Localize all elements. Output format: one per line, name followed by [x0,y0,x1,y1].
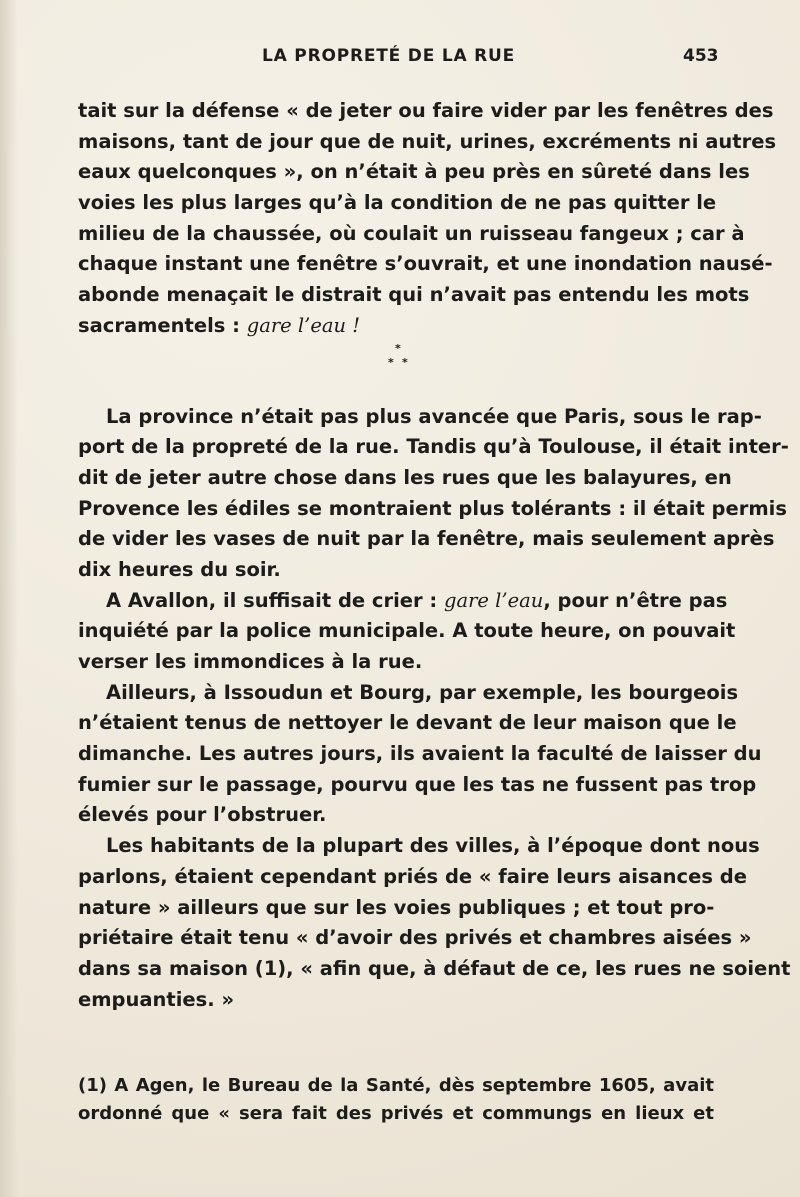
text-line: Les habitants de la plupart des villes, à l’époque dont nous [106,834,760,858]
text-line: verser les immondices à la rue. [78,650,423,673]
text-line: fumier sur le passage, pourvu que les tas ne fussent pas trop [78,772,757,796]
text-line: eaux quelconques », on n’était à peu près en sûreté dans les [78,160,750,184]
text-line: milieu de la chaussée, où coulait un ruisseau fangeux ; car à [78,221,745,245]
text-line: élevés pour l’obstruer. [78,803,327,827]
text-line: Ailleurs, à Issoudun et Bourg, par exemple, les bourgeois [106,680,739,704]
text-line: tait sur la défense « de jeter ou faire vider par les fenêtres des [78,99,774,122]
text-line: dimanche. Les autres jours, ils avaient la faculté de laisser du [78,742,762,766]
footnote-line: (1) A Agen, le Bureau de la Santé, dès septembre 1605, avait [78,1075,714,1096]
text-line: Provence les édiles se montraient plus tolérants : il était permis [78,496,787,520]
text-line: dix heures du soir. [78,557,281,581]
main-text [78,96,791,1015]
text-line: maisons, tant de jour que de nuit, urines, excréments ni autres [78,129,777,153]
text-fragment: A Avallon, il suffisait de crier : [106,588,444,612]
text-line: La province n’était pas plus avancée que Paris, sous le rap- [106,404,762,428]
text-line: de vider les vases de nuit par la fenêtre, mais seulement après [78,527,775,551]
text-line: n’étaient tenus de nettoyer le devant de leur maison que le [78,711,737,735]
text-line: nature » ailleurs que sur les voies publiques ; et tout pro- [78,895,715,919]
asterism-star-top: * [395,342,401,355]
asterism-star-left: * [388,356,394,369]
text-line [78,586,728,617]
text-line: voies les plus larges qu’à la condition de ne pas quitter le [78,191,717,215]
text-fragment: sacramentels : [78,313,247,337]
italic-phrase: gare l’eau ! [246,313,361,337]
footnote-line: ordonné que « sera fait des privés et commungs en lieux et [78,1103,714,1124]
running-title: LA PROPRETÉ DE LA RUE [262,46,516,66]
text-line: port de la propreté de la rue. Tandis qu’à Toulouse, il était inter- [78,435,789,459]
text-line [78,311,714,342]
running-header [0,46,800,70]
footnote [78,1072,714,1128]
text-fragment: , pour n’être pas [543,588,728,612]
text-line: dit de jeter autre chose dans les rues que les balayures, en [78,465,732,489]
asterism [0,342,800,382]
text-line: dans sa maison (1), « afin que, à défaut de ce, les rues ne soient [78,956,791,980]
asterism-star-right: * [402,356,408,369]
page-edge-shadow [0,0,18,1197]
italic-phrase: gare l’eau [444,588,544,612]
text-line: abonde menaçait le distrait qui n’avait pas entendu les mots [78,283,750,307]
text-line: priétaire était tenu « d’avoir des privés et chambres aisées » [78,926,752,950]
text-line: empuanties. » [78,987,235,1011]
text-line: chaque instant une fenêtre s’ouvrait, et une inondation nausé- [78,252,773,276]
text-line: inquiété par la police municipale. A toute heure, on pouvait [78,619,736,643]
text-line: parlons, étaient cependant priés de « faire leurs aisances de [78,864,747,888]
page-number: 453 [683,46,719,66]
